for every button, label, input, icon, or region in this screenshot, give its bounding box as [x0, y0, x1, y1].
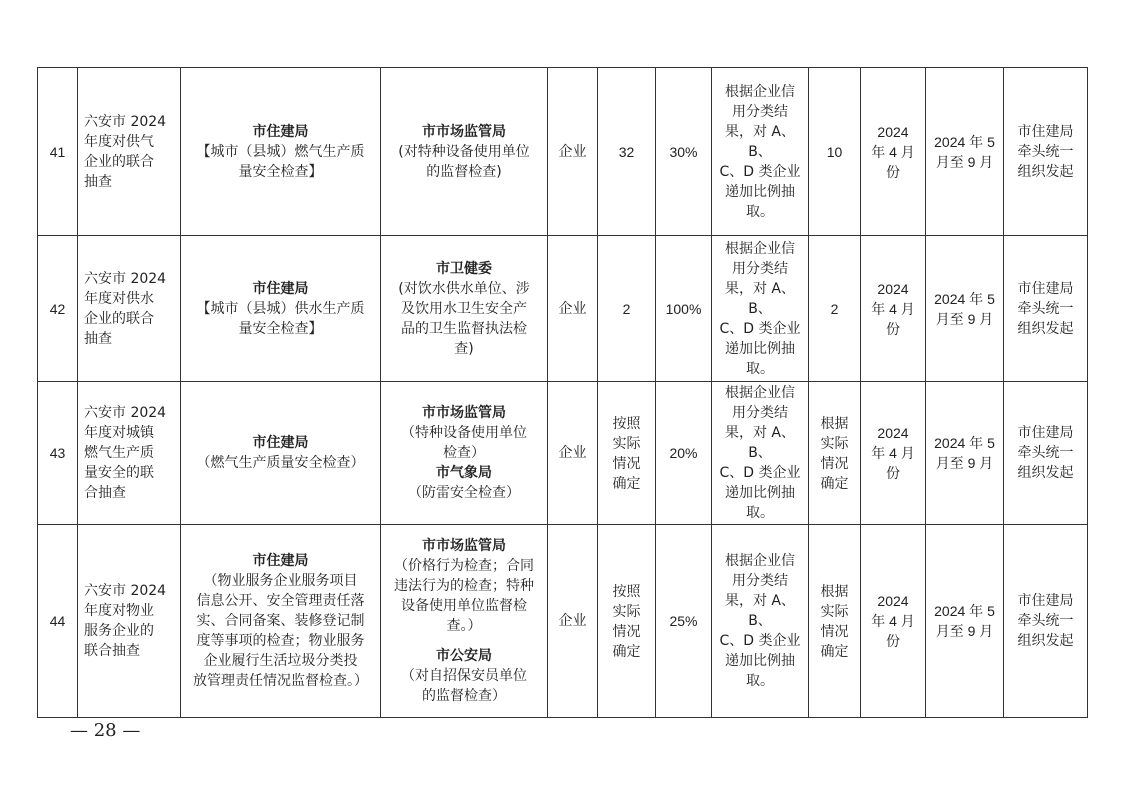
cell-line: 查。）	[446, 618, 482, 634]
cell-line: 确定	[820, 643, 849, 659]
cell-line: （对自招保安员单位	[401, 668, 527, 684]
cell-line: 年度对供水	[84, 290, 154, 307]
cell-line: 牵头统一	[1017, 613, 1074, 629]
cell-line: 放管理责任情况监督检查。）	[193, 673, 368, 689]
row-number-cell: 44	[38, 525, 78, 718]
cell-line: 实际	[612, 435, 641, 451]
cell-line: 抽查	[84, 173, 112, 190]
cell-line: 年 4 月	[871, 445, 915, 461]
cell-line: 份	[886, 465, 900, 481]
department-title: 市市场监管局	[422, 538, 506, 554]
cell-line: 递加比例抽	[725, 340, 795, 357]
cell-line: 年 4 月	[871, 300, 915, 317]
sampling-method-cell	[712, 236, 809, 382]
initiator-cell	[1004, 236, 1088, 382]
cell-line: 查)	[454, 340, 474, 357]
cell-line: 取。	[746, 203, 774, 220]
cell-line: （防雷安全检查）	[408, 485, 520, 501]
cell-line: 用分类结	[732, 573, 788, 589]
joint-departments-cell	[381, 525, 548, 718]
department-title: 市市场监管局	[422, 405, 506, 421]
start-time-cell	[861, 68, 926, 236]
cell-line: 实际	[820, 435, 849, 451]
cell-line: 果，对 A、B、	[724, 593, 796, 629]
period-cell	[926, 236, 1004, 382]
lead-department-cell	[181, 382, 381, 525]
cell-line: 及饮用水卫生安全产	[401, 300, 527, 317]
cell-line: 情况	[820, 623, 849, 639]
cell-line: 取。	[746, 360, 774, 377]
cell-line: 组织发起	[1017, 633, 1074, 649]
cell-line: C、D 类企业	[719, 633, 801, 649]
cell-line: 企业的联合	[84, 153, 154, 170]
row-number-cell: 42	[38, 236, 78, 382]
cell-line: 合抽查	[84, 485, 126, 501]
cell-line: 月至 9 月	[935, 310, 994, 327]
cell-line: 度等事项的检查；物业服务	[196, 633, 365, 649]
department-title: 市住建局	[252, 123, 309, 140]
page-number: — 28 —	[70, 720, 141, 741]
cell-line: C、D 类企业	[719, 163, 801, 180]
object-count-cell	[598, 525, 656, 718]
cell-line: 2024 年 5	[934, 603, 995, 619]
cell-line: 组织发起	[1017, 163, 1074, 180]
cell-line: 2024	[877, 280, 909, 297]
sampling-ratio-cell: 20%	[656, 382, 712, 525]
cell-line: 抽查	[84, 330, 112, 347]
start-time-cell	[861, 382, 926, 525]
cell-line: 牵头统一	[1017, 300, 1074, 317]
object-type-cell: 企业	[548, 236, 598, 382]
start-time-cell	[861, 236, 926, 382]
cell-line: 按照	[612, 415, 641, 431]
joint-departments-cell	[381, 382, 548, 525]
cell-line: 市住建局	[1017, 425, 1074, 441]
cell-line: C、D 类企业	[719, 465, 801, 481]
cell-line: 确定	[612, 643, 641, 659]
sampling-method-cell	[712, 525, 809, 718]
cell-line: 果，对 A、B、	[724, 123, 796, 160]
object-type-cell: 企业	[548, 525, 598, 718]
cell-line: 组织发起	[1017, 320, 1074, 337]
sampling-ratio-cell: 100%	[656, 236, 712, 382]
cell-line: 实、合同备案、装修登记制	[196, 613, 365, 629]
cell-line: 年 4 月	[871, 143, 915, 160]
task-name-cell	[78, 68, 181, 236]
cell-line: 年度对城镇	[84, 425, 154, 441]
cell-line: 六安市 2024	[84, 113, 167, 130]
cell-line: 递加比例抽	[725, 183, 795, 200]
cell-line: 2024 年 5	[934, 435, 995, 451]
object-count-cell: 2	[598, 236, 656, 382]
cell-line: 实际	[820, 603, 849, 619]
sample-size-cell	[809, 525, 861, 718]
cell-line: 确定	[820, 475, 849, 491]
department-title: 市市场监管局	[422, 123, 506, 140]
cell-line: 组织发起	[1017, 465, 1074, 481]
lead-department-cell	[181, 525, 381, 718]
cell-line: 根据企业信	[725, 240, 795, 257]
inspection-table	[37, 67, 1088, 718]
task-name-cell	[78, 382, 181, 525]
cell-line: 2024	[877, 425, 909, 441]
cell-line: (对饮水供水单位、涉	[398, 280, 530, 297]
department-title: 市气象局	[436, 465, 492, 481]
cell-line: 的监督检查)	[426, 163, 502, 180]
cell-line: （燃气生产质量安全检查）	[196, 455, 365, 471]
cell-line: 用分类结	[732, 103, 788, 120]
cell-line: 份	[886, 320, 900, 337]
table-body	[38, 68, 1088, 718]
lead-department-cell	[181, 236, 381, 382]
cell-line: 份	[886, 163, 900, 180]
object-type-cell: 企业	[548, 68, 598, 236]
cell-line: 取。	[746, 673, 774, 689]
department-title: 市住建局	[252, 435, 309, 451]
cell-line: 市住建局	[1017, 123, 1074, 140]
task-name-cell	[78, 236, 181, 382]
cell-line: 2024	[877, 123, 909, 140]
cell-line: 牵头统一	[1017, 143, 1074, 160]
cell-line: 年度对供气	[84, 133, 154, 150]
table-row	[38, 236, 1088, 382]
cell-line: 【城市（县城）燃气生产质	[196, 143, 365, 160]
table-row	[38, 525, 1088, 718]
row-number-cell: 41	[38, 68, 78, 236]
cell-line: （特种设备使用单位	[401, 425, 527, 441]
spacer	[384, 636, 544, 646]
cell-line: 联合抽查	[84, 643, 140, 659]
department-title: 市住建局	[252, 553, 309, 569]
cell-line: 2024	[877, 593, 909, 609]
cell-line: 果，对 A、B、	[724, 425, 796, 461]
cell-line: 六安市 2024	[84, 270, 167, 287]
department-title: 市卫健委	[436, 260, 492, 277]
joint-departments-cell	[381, 68, 548, 236]
cell-line: 根据	[820, 415, 849, 431]
cell-line: 企业履行生活垃圾分类投	[203, 653, 358, 669]
cell-line: 实际	[612, 603, 641, 619]
cell-line: 违法行为的检查；特种	[394, 578, 534, 594]
cell-line: 年 4 月	[871, 613, 915, 629]
cell-line: C、D 类企业	[719, 320, 801, 337]
cell-line: 按照	[612, 583, 641, 599]
sampling-method-cell	[712, 382, 809, 525]
cell-line: 六安市 2024	[84, 583, 167, 599]
cell-line: 份	[886, 633, 900, 649]
row-number-cell: 43	[38, 382, 78, 525]
cell-line: 用分类结	[732, 260, 788, 277]
cell-line: 确定	[612, 475, 641, 491]
cell-line: 市住建局	[1017, 593, 1074, 609]
cell-line: 2024 年 5	[934, 133, 995, 150]
cell-line: 企业的联合	[84, 310, 154, 327]
cell-line: 2024 年 5	[934, 290, 995, 307]
department-title: 市公安局	[436, 648, 492, 664]
object-count-cell: 32	[598, 68, 656, 236]
sample-size-cell: 2	[809, 236, 861, 382]
cell-line: 递加比例抽	[725, 653, 795, 669]
sampling-method-cell	[712, 68, 809, 236]
initiator-cell	[1004, 382, 1088, 525]
sampling-ratio-cell: 30%	[656, 68, 712, 236]
cell-line: 燃气生产质	[84, 445, 154, 461]
cell-line: 年度对物业	[84, 603, 154, 619]
cell-line: 量安全检查】	[238, 320, 323, 337]
sample-size-cell	[809, 382, 861, 525]
department-title: 市住建局	[252, 280, 309, 297]
cell-line: 品的卫生监督执法检	[401, 320, 527, 337]
start-time-cell	[861, 525, 926, 718]
cell-line: 牵头统一	[1017, 445, 1074, 461]
cell-line: 根据企业信	[725, 553, 795, 569]
task-name-cell	[78, 525, 181, 718]
object-type-cell: 企业	[548, 382, 598, 525]
cell-line: 果，对 A、B、	[724, 280, 796, 317]
cell-line: 的监督检查）	[422, 688, 506, 704]
cell-line: 情况	[612, 455, 641, 471]
cell-line: 根据企业信	[725, 83, 795, 100]
cell-line: 取。	[746, 505, 774, 521]
object-count-cell	[598, 382, 656, 525]
cell-line: 用分类结	[732, 405, 788, 421]
cell-line: 量安全检查】	[238, 163, 323, 180]
cell-line: 根据企业信	[725, 385, 795, 401]
table-row	[38, 382, 1088, 525]
initiator-cell	[1004, 525, 1088, 718]
cell-line: 市住建局	[1017, 280, 1074, 297]
cell-line: (对特种设备使用单位	[398, 143, 530, 160]
cell-line: 情况	[612, 623, 641, 639]
cell-line: 服务企业的	[84, 623, 154, 639]
cell-line: 信息公开、安全管理责任落	[196, 593, 365, 609]
sample-size-cell: 10	[809, 68, 861, 236]
cell-line: 量安全的联	[84, 465, 154, 481]
cell-line: 【城市（县城）供水生产质	[196, 300, 365, 317]
table-row	[38, 68, 1088, 236]
sampling-ratio-cell: 25%	[656, 525, 712, 718]
lead-department-cell	[181, 68, 381, 236]
period-cell	[926, 382, 1004, 525]
initiator-cell	[1004, 68, 1088, 236]
cell-line: 根据	[820, 583, 849, 599]
cell-line: 月至 9 月	[935, 153, 994, 170]
cell-line: 六安市 2024	[84, 405, 167, 421]
cell-line: （物业服务企业服务项目	[203, 573, 358, 589]
cell-line: 情况	[820, 455, 849, 471]
cell-line: 检查）	[443, 445, 485, 461]
period-cell	[926, 525, 1004, 718]
cell-line: 月至 9 月	[935, 623, 994, 639]
cell-line: 递加比例抽	[725, 485, 795, 501]
cell-line: （价格行为检查；合同	[394, 558, 534, 574]
cell-line: 设备使用单位监督检	[401, 598, 527, 614]
cell-line: 月至 9 月	[935, 455, 994, 471]
period-cell	[926, 68, 1004, 236]
joint-departments-cell	[381, 236, 548, 382]
